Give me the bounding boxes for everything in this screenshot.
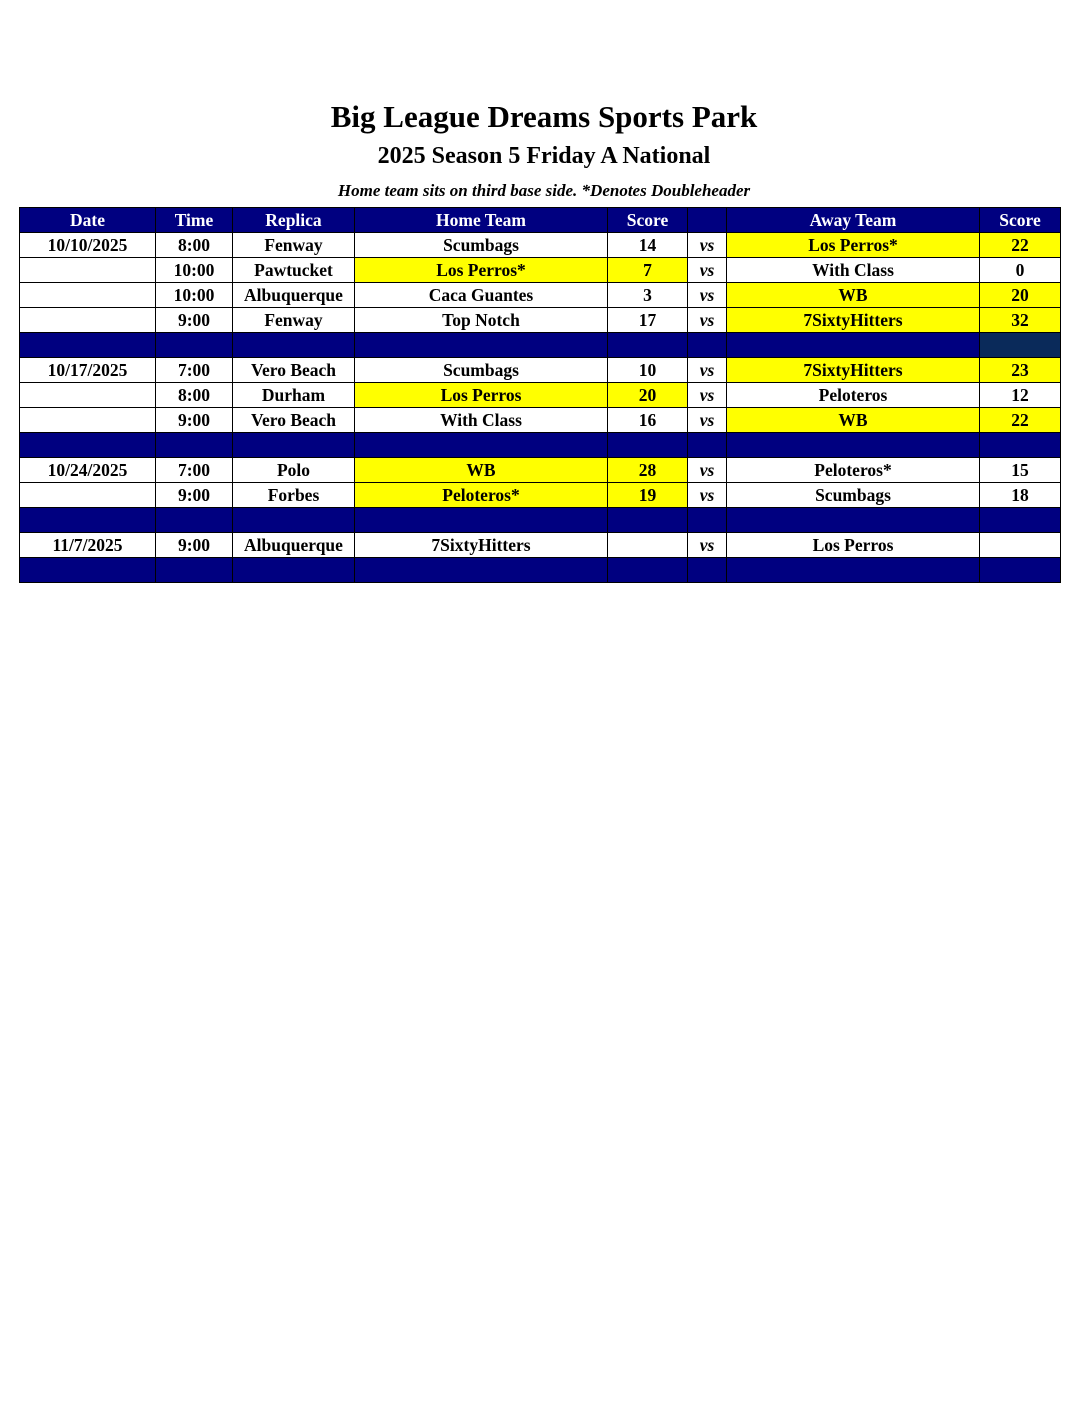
column-header-home-score: Score	[608, 208, 688, 233]
away-team: Scumbags	[727, 483, 980, 508]
game-time: 10:00	[156, 283, 233, 308]
away-team: 7SixtyHitters	[727, 358, 980, 383]
vs-label: vs	[688, 233, 727, 258]
separator-cell	[608, 508, 688, 533]
game-date: 10/24/2025	[20, 458, 156, 483]
away-score: 15	[980, 458, 1061, 483]
table-row	[20, 258, 1061, 283]
table-row	[20, 383, 1061, 408]
separator-cell	[233, 333, 355, 358]
away-score: 23	[980, 358, 1061, 383]
replica-field: Pawtucket	[233, 258, 355, 283]
table-row	[20, 308, 1061, 333]
separator-cell	[156, 433, 233, 458]
schedule-table	[19, 207, 1061, 583]
separator-cell	[156, 508, 233, 533]
separator-cell	[688, 333, 727, 358]
home-score: 10	[608, 358, 688, 383]
home-team: Los Perros	[355, 383, 608, 408]
away-score	[980, 533, 1061, 558]
column-header-away-score: Score	[980, 208, 1061, 233]
home-team: WB	[355, 458, 608, 483]
separator-cell	[233, 558, 355, 583]
replica-field: Forbes	[233, 483, 355, 508]
separator-cell	[355, 433, 608, 458]
column-header-vs	[688, 208, 727, 233]
home-score: 19	[608, 483, 688, 508]
home-team: Peloteros*	[355, 483, 608, 508]
away-score: 18	[980, 483, 1061, 508]
separator-cell	[156, 558, 233, 583]
home-score: 16	[608, 408, 688, 433]
separator-cell	[156, 333, 233, 358]
separator-cell	[688, 508, 727, 533]
separator-cell	[355, 508, 608, 533]
away-team: Los Perros	[727, 533, 980, 558]
replica-field: Vero Beach	[233, 358, 355, 383]
game-date: 11/7/2025	[20, 533, 156, 558]
away-team: With Class	[727, 258, 980, 283]
home-team: Top Notch	[355, 308, 608, 333]
home-score: 3	[608, 283, 688, 308]
separator-cell	[980, 333, 1061, 358]
schedule-note: Home team sits on third base side. *Denotes Doubleheader	[337, 181, 751, 200]
away-score: 22	[980, 233, 1061, 258]
table-row	[20, 408, 1061, 433]
away-score: 22	[980, 408, 1061, 433]
away-team: Peloteros*	[727, 458, 980, 483]
separator-cell	[20, 333, 156, 358]
separator-cell	[20, 508, 156, 533]
game-time: 9:00	[156, 308, 233, 333]
home-score: 20	[608, 383, 688, 408]
separator-cell	[608, 433, 688, 458]
separator-cell	[355, 558, 608, 583]
separator-cell	[980, 508, 1061, 533]
home-team: Caca Guantes	[355, 283, 608, 308]
vs-label: vs	[688, 383, 727, 408]
separator-cell	[20, 433, 156, 458]
game-time: 7:00	[156, 358, 233, 383]
away-team: Los Perros*	[727, 233, 980, 258]
page-subtitle: 2025 Season 5 Friday A National	[377, 143, 711, 169]
vs-label: vs	[688, 358, 727, 383]
game-time: 10:00	[156, 258, 233, 283]
game-date	[20, 383, 156, 408]
separator-cell	[727, 558, 980, 583]
column-header-time: Time	[156, 208, 233, 233]
separator-row	[20, 558, 1061, 583]
table-row	[20, 233, 1061, 258]
home-team: 7SixtyHitters	[355, 533, 608, 558]
vs-label: vs	[688, 483, 727, 508]
column-header-home-team: Home Team	[355, 208, 608, 233]
column-header-replica: Replica	[233, 208, 355, 233]
home-team: Scumbags	[355, 233, 608, 258]
table-row	[20, 283, 1061, 308]
separator-cell	[233, 508, 355, 533]
away-team: Peloteros	[727, 383, 980, 408]
separator-row	[20, 508, 1061, 533]
page-title: Big League Dreams Sports Park	[330, 99, 758, 134]
home-team: With Class	[355, 408, 608, 433]
separator-row	[20, 433, 1061, 458]
separator-cell	[355, 333, 608, 358]
game-date: 10/17/2025	[20, 358, 156, 383]
table-row	[20, 358, 1061, 383]
separator-cell	[980, 558, 1061, 583]
home-score: 17	[608, 308, 688, 333]
vs-label: vs	[688, 408, 727, 433]
game-date	[20, 408, 156, 433]
column-header-away-team: Away Team	[727, 208, 980, 233]
separator-cell	[233, 433, 355, 458]
game-time: 8:00	[156, 383, 233, 408]
vs-label: vs	[688, 283, 727, 308]
replica-field: Vero Beach	[233, 408, 355, 433]
separator-row	[20, 333, 1061, 358]
separator-cell	[727, 333, 980, 358]
table-row	[20, 483, 1061, 508]
table-row	[20, 533, 1061, 558]
home-score: 28	[608, 458, 688, 483]
home-team: Los Perros*	[355, 258, 608, 283]
away-score: 0	[980, 258, 1061, 283]
schedule-body	[20, 233, 1061, 583]
away-team: WB	[727, 283, 980, 308]
replica-field: Fenway	[233, 233, 355, 258]
column-header-date: Date	[20, 208, 156, 233]
separator-cell	[688, 558, 727, 583]
home-score: 7	[608, 258, 688, 283]
game-time: 7:00	[156, 458, 233, 483]
game-time: 9:00	[156, 483, 233, 508]
game-time: 8:00	[156, 233, 233, 258]
separator-cell	[980, 433, 1061, 458]
away-team: WB	[727, 408, 980, 433]
replica-field: Fenway	[233, 308, 355, 333]
game-time: 9:00	[156, 408, 233, 433]
home-score: 14	[608, 233, 688, 258]
game-time: 9:00	[156, 533, 233, 558]
game-date	[20, 483, 156, 508]
game-date: 10/10/2025	[20, 233, 156, 258]
replica-field: Durham	[233, 383, 355, 408]
vs-label: vs	[688, 533, 727, 558]
replica-field: Albuquerque	[233, 533, 355, 558]
away-team: 7SixtyHitters	[727, 308, 980, 333]
table-row	[20, 458, 1061, 483]
vs-label: vs	[688, 258, 727, 283]
separator-cell	[608, 333, 688, 358]
vs-label: vs	[688, 308, 727, 333]
game-date	[20, 283, 156, 308]
separator-cell	[727, 508, 980, 533]
away-score: 12	[980, 383, 1061, 408]
separator-cell	[688, 433, 727, 458]
replica-field: Albuquerque	[233, 283, 355, 308]
home-team: Scumbags	[355, 358, 608, 383]
separator-cell	[727, 433, 980, 458]
separator-cell	[20, 558, 156, 583]
table-header-row	[20, 208, 1061, 233]
replica-field: Polo	[233, 458, 355, 483]
separator-cell	[608, 558, 688, 583]
game-date	[20, 308, 156, 333]
away-score: 32	[980, 308, 1061, 333]
vs-label: vs	[688, 458, 727, 483]
game-date	[20, 258, 156, 283]
home-score	[608, 533, 688, 558]
away-score: 20	[980, 283, 1061, 308]
